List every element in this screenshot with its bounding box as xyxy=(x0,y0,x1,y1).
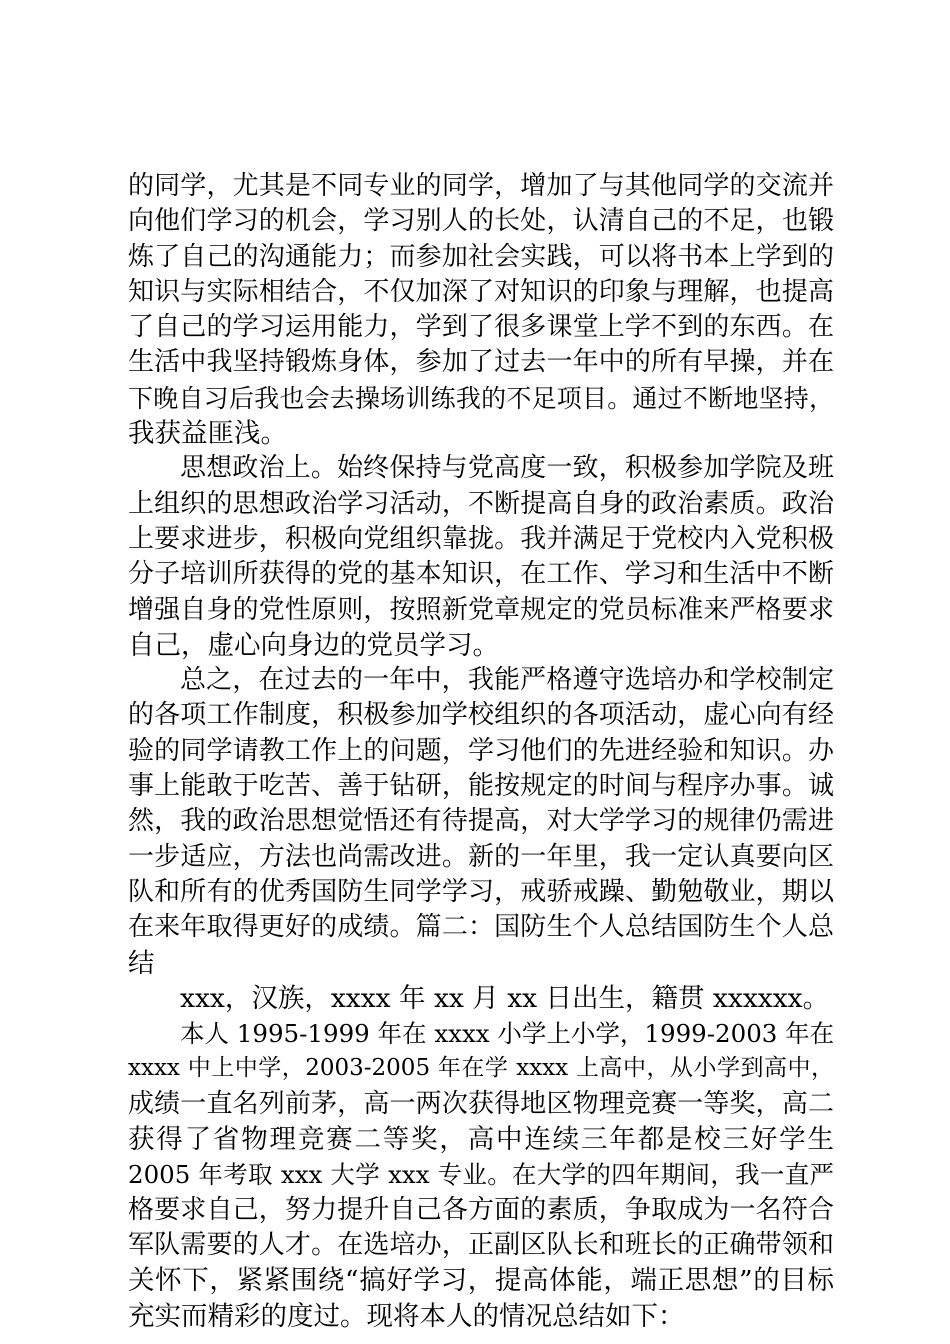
text-line: 成绩一直名列前茅，高一两次获得地区物理竞赛一等奖，高二 xyxy=(128,1088,834,1119)
text-line: 结 xyxy=(128,947,155,979)
text-line: 本人 1995-1999 年在 xxxx 小学上小学，1999-2003 年在 xyxy=(180,1019,834,1049)
text-line: 知识与实际相结合，不仅加深了对知识的印象与理解，也提高 xyxy=(128,276,834,307)
text-line: 2005 年考取 xxx 大学 xxx 专业。在大学的四年期间，我一直严 xyxy=(128,1160,834,1190)
text-line: 分子培训所获得的党的基本知识，在工作、学习和生活中不断 xyxy=(128,559,834,590)
text-line: 我获益匪浅。 xyxy=(128,418,287,450)
text-line: 事上能敢于吃苦、善于钻研，能按规定的时间与程序办事。诚 xyxy=(128,771,834,802)
text-line: 生活中我坚持锻炼身体，参加了过去一年中的所有早操，并在 xyxy=(128,347,834,378)
document-body xyxy=(128,169,834,1334)
text-line: 向他们学习的机会，学习别人的长处，认清自己的不足，也锻 xyxy=(128,206,834,237)
text-line: 验的同学请教工作上的问题，学习他们的先进经验和知识。办 xyxy=(128,735,834,766)
text-line: 的各项工作制度，积极参加学校组织的各项活动，虚心向有经 xyxy=(128,700,834,731)
text-line: 炼了自己的沟通能力；而参加社会实践，可以将书本上学到的 xyxy=(128,241,834,272)
text-line: 上要求进步，积极向党组织靠拢。我并满足于党校内入党积极 xyxy=(128,523,834,554)
text-line: 思想政治上。始终保持与党高度一致，积极参加学院及班 xyxy=(180,453,834,484)
text-line: 一步适应，方法也尚需改进。新的一年里，我一定认真要向区 xyxy=(128,841,834,872)
text-line: 增强自身的党性原则，按照新党章规定的党员标准来严格要求 xyxy=(128,594,834,625)
text-line: 格要求自己，努力提升自己各方面的素质，争取成为一名符合 xyxy=(128,1194,834,1225)
text-line: xxx，汉族，xxxx 年 xx 月 xx 日出生，籍贯 xxxxxx。 xyxy=(180,982,830,1014)
text-line: 下晚自习后我也会去操场训练我的不足项目。通过不断地坚持， xyxy=(128,383,834,413)
text-line: xxxx 中上中学，2003-2005 年在学 xxxx 上高中，从小学到高中， xyxy=(128,1055,834,1082)
text-line: 的同学，尤其是不同专业的同学，增加了与其他同学的交流并 xyxy=(128,171,834,201)
text-line: 在来年取得更好的成绩。篇二：国防生个人总结国防生个人总 xyxy=(128,912,834,943)
text-line: 然，我的政治思想觉悟还有待提高，对大学学习的规律仍需进 xyxy=(128,806,834,837)
text-line: 关怀下，紧紧围绕“搞好学习，提高体能，端正思想”的目标 xyxy=(128,1265,834,1297)
text-line: 军队需要的人才。在选培办，正副区队长和班长的正确带领和 xyxy=(128,1229,834,1260)
text-line: 自己，虚心向身边的党员学习。 xyxy=(128,629,499,661)
text-line: 上组织的思想政治学习活动，不断提高自身的政治素质。政治 xyxy=(128,488,834,519)
text-line: 队和所有的优秀国防生同学学习，戒骄戒躁、勤勉敬业，期以 xyxy=(128,876,834,907)
text-line: 总之，在过去的一年中，我能严格遵守选培办和学校制定 xyxy=(180,665,834,696)
text-line: 了自己的学习运用能力，学到了很多课堂上学不到的东西。在 xyxy=(128,312,834,343)
text-line: 充实而精彩的度过。现将本人的情况总结如下： xyxy=(128,1300,685,1332)
text-line: 获得了省物理竞赛二等奖，高中连续三年都是校三好学生 xyxy=(128,1124,834,1156)
